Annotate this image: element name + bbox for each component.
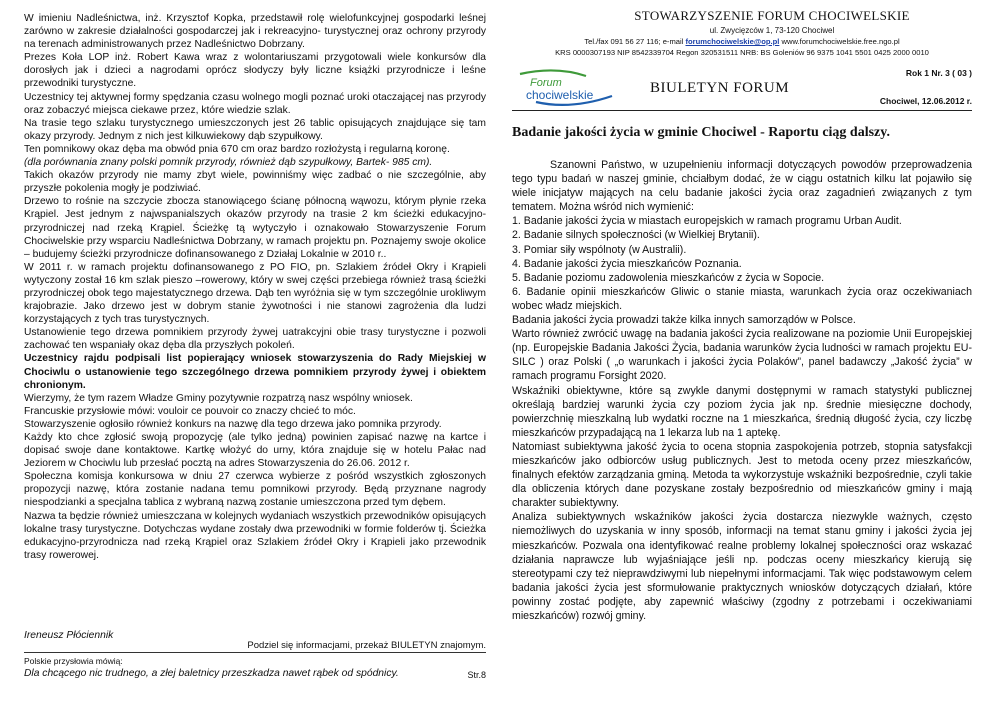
paragraph: Ustanowienie tego drzewa pomnikiem przyrody żywej uatrakcyjni obie trasy turystyczne i pozwoli zachować ten wspaniały okaz dęba dla przyszłych pokoleń. <box>24 327 486 352</box>
organization-address: ul. Zwycięzców 1, 73-120 Chociwel <box>709 26 835 35</box>
list-item: 3. Pomiar siły wspólnoty (w Australii). <box>512 243 687 256</box>
proverb-label: Polskie przysłowia mówią: <box>24 656 123 666</box>
right-column-article <box>512 158 972 623</box>
paragraph: Warto również zwrócić uwagę na badania jakości życia realizowane na poziomie Unii Europejskiej (np. Europejskie Badania Jakości Życia, badania warunków życia ludności w ramach projektu EU-SILC ) oraz Polski ( „o warunkach i jakości życia Polaków”, panel badawczy „Jakość życia” w ramach programu Forsight 2020. <box>512 328 972 383</box>
paragraph: (dla porównania znany polski pomnik przyrody, również dąb szypułkowy, Bartek- 985 cm). <box>24 157 433 169</box>
website-link[interactable]: www.forumchociwelskie.free.ngo.pl <box>779 37 900 46</box>
paragraph: Stowarzyszenie ogłosiło również konkurs na nazwę dla tego drzewa jako pomnika przyrody. <box>24 418 442 430</box>
paragraph: Francuskie przysłowie mówi: vouloir ce pouvoir co znaczy chcieć to móc. <box>24 405 356 417</box>
page-number: Str.8 <box>467 670 486 680</box>
issue-date: Chociwel, 12.06.2012 r. <box>879 96 972 106</box>
contact-line <box>512 37 972 46</box>
article-title: Badanie jakości życia w gminie Chociwel - Raportu ciąg dalszy. <box>512 125 890 140</box>
list-item: 2. Badanie silnych społeczności (w Wielkiej Brytanii). <box>512 229 760 242</box>
svg-text:Forum: Forum <box>530 77 562 89</box>
svg-text:chociwelskie: chociwelskie <box>526 88 594 102</box>
paragraph: Drzewo to rośnie na szczycie zbocza stanowiącego ścianę północną wąwozu, którym płynie rzeka Krąpiel. Jest jednym z najwspanialszych okazów przyrody na trasie 2 km ścieżki edukacyjno-przyrodniczej nad rzeką Krąpiel. Ścieżkę tą wytyczyło i oznakowało Stowarzyszenie Forum Chociwelskie przy wsparciu Nadleśnictwa Dobrzany, w ramach projektu pn. Poznajemy swoje okolice – budujemy ścieżki przyrodnicze dofinansowanego z Działaj Lokalnie w 2010 r.. <box>24 196 486 260</box>
paragraph: W imieniu Nadleśnictwa, inż. Krzysztof Kopka, przedstawił rolę wielofunkcyjnej gospodarki leśnej zarówno w zakresie działalności gospodarczej jak i rekreacyjno- turystycznej oraz ochrony przyrody na terenach administrowanych przez Nadleśnictwo Dobrzany. <box>24 13 486 51</box>
paragraph: Wierzymy, że tym razem Władze Gminy pozytywnie rozpatrzą nasz wspólny wniosek. <box>24 392 413 404</box>
header-divider <box>512 110 972 111</box>
paragraph: Na trasie tego szlaku turystycznego umieszczonych jest 26 tablic opisujących znajdujące się tam okazy przyrody. Jednym z nich jest kilkuwiekowy dąb szypułkowy. <box>24 117 486 142</box>
author-signature: Ireneusz Płóciennik <box>24 630 114 641</box>
paragraph: Badania jakości życia prowadzi także kilka innych samorządów w Polsce. <box>512 314 856 327</box>
paragraph: Ten pomnikowy okaz dęba ma obwód pnia 670 cm oraz bardzo rozłożystą i regularną koronę. <box>24 143 450 155</box>
proverb-text: Dla chcącego nic trudnego, a złej baletnicy przeszkadza nawet rąbek od spódnicy. <box>24 668 399 679</box>
paragraph: Takich okazów przyrody nie mamy zbyt wiele, powinniśmy więc zadbać o nie szczególnie, aby przyszłe pokolenia mogły je podziwiać. <box>24 170 486 195</box>
left-column-article <box>24 12 486 562</box>
footer-divider <box>24 652 486 653</box>
list-item: 5. Badanie poziomu zadowolenia mieszkańców z życia w Sopocie. <box>512 271 825 284</box>
registry-numbers: KRS 0000307193 NIP 8542339704 Regon 320531511 NRB: BS Goleniów 96 9375 1041 5501 0425 2000 0010 <box>555 48 929 57</box>
paragraph: Prezes Koła LOP inż. Robert Kawa wraz z wolontariuszami przygotowali wiele konkursów dla dorosłych jak i dzieci a nagrodami oprócz słodyczy były liczne książki przyrodnicze i leśne przewodniki turystyczne. <box>24 52 486 90</box>
paragraph: W 2011 r. w ramach projektu dofinansowanego z PO FIO, pn. Szlakiem źródeł Okry i Krąpieli wytyczony został 16 km szlak pieszo –rowerowy, który w swej części przebiega również trasą ścieżki przyrodniczej obok tego majestatycznego drzewa. Dąb ten wyróżnia się w tym szczególnie urokliwym krajobrazie. Jako drzewo jest w dobrym stanie żywotności i nie stanowi zagrożenia dla ludzi korzystających z tych tras turystycznych. <box>24 261 486 326</box>
paragraph-bold: Uczestnicy rajdu podpisali list popierający wniosek stowarzyszenia do Rady Miejskiej w Chociwlu o ustanowienie tego szczególnego drzewa pomnikiem przyrody żywej i obiektem chronionym. <box>24 353 486 391</box>
paragraph: Wskaźniki obiektywne, które są zwykle danymi dostępnymi w ramach statystyki publicznej określają bardziej warunki życia czy poziom życia jak np. średnie miesięczne dochody, powierzchnię mieszkalną lub wydatki roczne na 1 mieszkańca, średnią długość życia, czy liczbę mieszkańców przypadającą na 1 lekarza lub na 1 aptekę. <box>512 384 972 439</box>
email-link[interactable]: forumchociwelskie@op.pl <box>685 37 780 46</box>
issue-number: Rok 1 Nr. 3 ( 03 ) <box>905 68 972 78</box>
paragraph: Społeczna komisja konkursowa w dniu 27 czerwca wybierze z pośród wszystkich zgłoszonych propozycji nazwę, która zostanie nadana temu pomnikowi przyrody. Będą przyznane nagrody niespodzianki a specjalna tablica z wybraną nazwą zostanie umieszczona przed tym dębem. <box>24 471 486 509</box>
bulletin-title: BIULETYN FORUM <box>650 80 790 96</box>
paragraph: Analiza subiektywnych wskaźników jakości życia dostarcza niezwykle ważnych, często niemożliwych do uzyskania w inny sposób, informacji na temat stanu gminy i jakości życia jej mieszkańców. Pozwala ona identyfikować realne problemy lokalnej społeczności oraz wskazać działania naprawcze lub wyjaśniające jeśli np. podczas oceny mieszkańcy kierują się stereotypami czy też nieprawdziwymi lub niepełnymi informacjami. Tak więc podstawowym celem badania jakości życia jest sformułowanie praktycznych wniosków dotyczących działań, które powinny zostać podjęte, aby zapewnić właściwy (zgodny z potrzebami i oczekiwaniami mieszkańców) rozwój gminy. <box>512 511 972 622</box>
share-note: Podziel się informacjami, przekaż BIULETYN znajomym. <box>247 640 486 651</box>
paragraph: Natomiast subiektywna jakość życia to ocena stopnia zaspokojenia potrzeb, stopnia satysfakcji mieszkańców jako odbiorców usług publicznych. Jest to metoda oceny przez mieszkańców, finalnych efektów zarządzania gminą. Metoda ta wykorzystuje wskaźniki bezpośrednie, czyli takie dla obliczenia których dane pozyskane zostały bezpośrednio od mieszkańców gminy i mają charakter subiektywny. <box>512 440 972 510</box>
paragraph: Uczestnicy tej aktywnej formy spędzania czasu wolnego mogli poznać uroki otaczającej nas przyrody oraz zobaczyć miejsca ciekawe przez, które wiedzie szlak. <box>24 91 486 116</box>
paragraph: Każdy kto chce zgłosić swoją propozycję (ale tylko jedną) powinien zapisać nazwę na kartce i dopisać swoje dane kontaktowe. Kartkę włożyć do urny, która znajduje się w hotelu Pałac nad Jeziorem w Chociwlu lub przesłać pocztą na adres Stowarzyszenia do 26.06. 2012 r. <box>24 432 486 470</box>
paragraph: Szanowni Państwo, w uzupełnieniu informacji dotyczących powodów przeprowadzenia tego typu badań w naszej gminie, chciałbym dodać, że w ciągu ostatnich kilku lat pojawiło się wiele inicjatyw mających na celu badanie jakości życia oraz zagadnień związanych z tym tematem. Można wśród nich wymienić: <box>512 159 972 214</box>
organization-name: STOWARZYSZENIE FORUM CHOCIWELSKIE <box>634 8 910 23</box>
paragraph: Nazwa ta będzie również umieszczana w kolejnych wydaniach wszystkich przewodników opisujących lokalne trasy turystyczne. Dotychczas wydane zostały dwa przewodniki w formie folderów tj. Ścieżka edukacyjno-przyrodnicza nad rzeką Krąpiel oraz Szlakiem źródeł Okry i Krąpieli jako przewodnik trasy rowerowej. <box>24 510 486 561</box>
list-item: 1. Badanie jakości życia w miastach europejskich w ramach programu Urban Audit. <box>512 215 902 228</box>
masthead <box>512 8 972 57</box>
forum-chociwelskie-logo <box>516 68 616 108</box>
list-item: 6. Badanie opinii mieszkańców Gliwic o stanie miasta, warunkach życia oraz oczekiwaniach wobec władz miejskich. <box>512 285 972 312</box>
contact-phone: Tel./fax 091 56 27 116; e-mail <box>584 37 686 46</box>
list-item: 4. Badanie jakości życia mieszkańców Poznania. <box>512 257 742 270</box>
